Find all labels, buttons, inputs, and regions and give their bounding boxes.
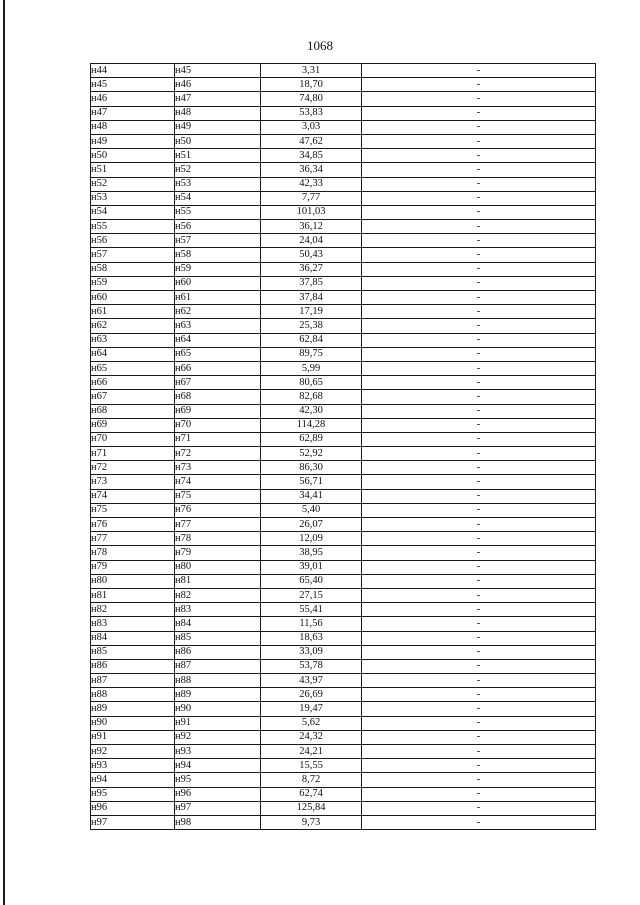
cell-distance: 3,03	[261, 120, 362, 134]
table-row	[91, 688, 596, 702]
table-row	[91, 291, 596, 305]
cell-distance: 34,41	[261, 489, 362, 503]
cell-extra: -	[362, 617, 596, 631]
cell-extra: -	[362, 177, 596, 191]
cell-point-from: н88	[91, 688, 175, 702]
cell-extra: -	[362, 134, 596, 148]
cell-point-from: н84	[91, 631, 175, 645]
cell-extra: -	[362, 759, 596, 773]
table-row	[91, 163, 596, 177]
cell-extra: -	[362, 461, 596, 475]
cell-distance: 52,92	[261, 447, 362, 461]
cell-distance: 50,43	[261, 248, 362, 262]
cell-distance: 24,32	[261, 730, 362, 744]
cell-point-from: н77	[91, 532, 175, 546]
table-row	[91, 134, 596, 148]
cell-point-to: н46	[175, 78, 261, 92]
table-row	[91, 461, 596, 475]
cell-point-to: н64	[175, 333, 261, 347]
cell-distance: 101,03	[261, 205, 362, 219]
table-row	[91, 376, 596, 390]
cell-extra: -	[362, 574, 596, 588]
cell-point-to: н74	[175, 475, 261, 489]
cell-point-from: н61	[91, 305, 175, 319]
cell-distance: 42,30	[261, 404, 362, 418]
cell-point-from: н72	[91, 461, 175, 475]
table-row	[91, 631, 596, 645]
cell-distance: 74,80	[261, 92, 362, 106]
cell-extra: -	[362, 702, 596, 716]
table-row	[91, 205, 596, 219]
cell-point-to: н75	[175, 489, 261, 503]
cell-distance: 33,09	[261, 645, 362, 659]
cell-point-to: н86	[175, 645, 261, 659]
cell-point-from: н58	[91, 262, 175, 276]
cell-extra: -	[362, 546, 596, 560]
cell-extra: -	[362, 432, 596, 446]
cell-point-from: н80	[91, 574, 175, 588]
cell-point-from: н56	[91, 234, 175, 248]
cell-point-from: н50	[91, 149, 175, 163]
cell-point-to: н63	[175, 319, 261, 333]
cell-distance: 26,69	[261, 688, 362, 702]
table-row	[91, 262, 596, 276]
cell-extra: -	[362, 361, 596, 375]
cell-point-from: н92	[91, 745, 175, 759]
cell-extra: -	[362, 745, 596, 759]
cell-point-to: н57	[175, 234, 261, 248]
table-body	[91, 64, 596, 830]
cell-point-to: н48	[175, 106, 261, 120]
cell-extra: -	[362, 220, 596, 234]
cell-point-from: н74	[91, 489, 175, 503]
cell-point-to: н65	[175, 347, 261, 361]
cell-point-to: н50	[175, 134, 261, 148]
cell-point-from: н73	[91, 475, 175, 489]
cell-point-to: н97	[175, 801, 261, 815]
table-row	[91, 659, 596, 673]
table-row	[91, 702, 596, 716]
cell-point-from: н82	[91, 603, 175, 617]
cell-extra: -	[362, 248, 596, 262]
cell-distance: 38,95	[261, 546, 362, 560]
table-row	[91, 149, 596, 163]
cell-point-from: н87	[91, 674, 175, 688]
table-row	[91, 503, 596, 517]
table-row	[91, 64, 596, 78]
cell-point-to: н85	[175, 631, 261, 645]
cell-point-from: н78	[91, 546, 175, 560]
cell-point-from: н97	[91, 815, 175, 829]
cell-point-from: н54	[91, 205, 175, 219]
cell-point-to: н92	[175, 730, 261, 744]
table-row	[91, 532, 596, 546]
cell-point-from: н46	[91, 92, 175, 106]
cell-point-to: н95	[175, 773, 261, 787]
cell-point-to: н70	[175, 418, 261, 432]
table-row	[91, 815, 596, 829]
cell-distance: 86,30	[261, 461, 362, 475]
cell-extra: -	[362, 787, 596, 801]
cell-point-to: н56	[175, 220, 261, 234]
table-row	[91, 234, 596, 248]
cell-point-from: н85	[91, 645, 175, 659]
cell-point-from: н81	[91, 588, 175, 602]
cell-distance: 89,75	[261, 347, 362, 361]
cell-distance: 27,15	[261, 588, 362, 602]
cell-extra: -	[362, 347, 596, 361]
page-number: 1068	[307, 38, 333, 53]
cell-extra: -	[362, 404, 596, 418]
cell-extra: -	[362, 234, 596, 248]
cell-point-from: н47	[91, 106, 175, 120]
cell-extra: -	[362, 815, 596, 829]
cell-distance: 62,74	[261, 787, 362, 801]
cell-distance: 9,73	[261, 815, 362, 829]
cell-distance: 114,28	[261, 418, 362, 432]
table-row	[91, 489, 596, 503]
cell-point-from: н66	[91, 376, 175, 390]
cell-distance: 18,70	[261, 78, 362, 92]
cell-extra: -	[362, 262, 596, 276]
cell-extra: -	[362, 319, 596, 333]
cell-distance: 37,85	[261, 276, 362, 290]
table-row	[91, 177, 596, 191]
cell-point-to: н87	[175, 659, 261, 673]
table-row	[91, 418, 596, 432]
cell-distance: 5,62	[261, 716, 362, 730]
cell-extra: -	[362, 659, 596, 673]
cell-extra: -	[362, 801, 596, 815]
cell-point-to: н94	[175, 759, 261, 773]
cell-point-from: н63	[91, 333, 175, 347]
cell-point-from: н67	[91, 390, 175, 404]
cell-point-from: н90	[91, 716, 175, 730]
cell-distance: 7,77	[261, 191, 362, 205]
cell-point-to: н49	[175, 120, 261, 134]
cell-point-to: н59	[175, 262, 261, 276]
cell-point-to: н55	[175, 205, 261, 219]
table-row	[91, 361, 596, 375]
cell-point-to: н82	[175, 588, 261, 602]
cell-point-from: н68	[91, 404, 175, 418]
cell-extra: -	[362, 64, 596, 78]
table-row	[91, 191, 596, 205]
cell-distance: 12,09	[261, 532, 362, 546]
page-left-border	[3, 0, 5, 905]
cell-extra: -	[362, 730, 596, 744]
cell-point-to: н90	[175, 702, 261, 716]
cell-point-from: н76	[91, 518, 175, 532]
table-row	[91, 319, 596, 333]
table-row	[91, 730, 596, 744]
cell-distance: 62,84	[261, 333, 362, 347]
cell-point-to: н88	[175, 674, 261, 688]
table-row	[91, 674, 596, 688]
cell-extra: -	[362, 276, 596, 290]
coordinates-table	[90, 63, 596, 830]
cell-extra: -	[362, 149, 596, 163]
cell-extra: -	[362, 631, 596, 645]
cell-distance: 11,56	[261, 617, 362, 631]
table-row	[91, 347, 596, 361]
cell-point-to: н79	[175, 546, 261, 560]
cell-point-from: н51	[91, 163, 175, 177]
cell-distance: 3,31	[261, 64, 362, 78]
table-row	[91, 390, 596, 404]
cell-extra: -	[362, 390, 596, 404]
table-row	[91, 801, 596, 815]
table-row	[91, 432, 596, 446]
cell-distance: 42,33	[261, 177, 362, 191]
cell-distance: 62,89	[261, 432, 362, 446]
cell-extra: -	[362, 78, 596, 92]
cell-point-to: н77	[175, 518, 261, 532]
cell-point-from: н94	[91, 773, 175, 787]
cell-distance: 8,72	[261, 773, 362, 787]
cell-point-from: н44	[91, 64, 175, 78]
cell-distance: 37,84	[261, 291, 362, 305]
table-row	[91, 404, 596, 418]
cell-point-to: н73	[175, 461, 261, 475]
cell-point-to: н45	[175, 64, 261, 78]
cell-point-from: н86	[91, 659, 175, 673]
cell-distance: 125,84	[261, 801, 362, 815]
table-row	[91, 773, 596, 787]
cell-point-to: н52	[175, 163, 261, 177]
cell-point-to: н89	[175, 688, 261, 702]
cell-point-to: н66	[175, 361, 261, 375]
cell-extra: -	[362, 106, 596, 120]
table-row	[91, 276, 596, 290]
cell-distance: 36,34	[261, 163, 362, 177]
cell-point-from: н71	[91, 447, 175, 461]
table-row	[91, 787, 596, 801]
cell-point-to: н53	[175, 177, 261, 191]
cell-point-from: н53	[91, 191, 175, 205]
cell-distance: 47,62	[261, 134, 362, 148]
table-row	[91, 220, 596, 234]
cell-extra: -	[362, 92, 596, 106]
cell-extra: -	[362, 120, 596, 134]
cell-distance: 18,63	[261, 631, 362, 645]
cell-distance: 17,19	[261, 305, 362, 319]
cell-distance: 24,04	[261, 234, 362, 248]
cell-point-from: н45	[91, 78, 175, 92]
cell-point-to: н93	[175, 745, 261, 759]
cell-extra: -	[362, 603, 596, 617]
cell-extra: -	[362, 205, 596, 219]
cell-extra: -	[362, 447, 596, 461]
table-row	[91, 78, 596, 92]
table-row	[91, 248, 596, 262]
cell-point-to: н91	[175, 716, 261, 730]
cell-point-to: н62	[175, 305, 261, 319]
cell-distance: 36,12	[261, 220, 362, 234]
cell-point-from: н60	[91, 291, 175, 305]
cell-extra: -	[362, 518, 596, 532]
cell-point-from: н48	[91, 120, 175, 134]
cell-point-from: н52	[91, 177, 175, 191]
cell-distance: 65,40	[261, 574, 362, 588]
cell-point-to: н54	[175, 191, 261, 205]
cell-distance: 80,65	[261, 376, 362, 390]
cell-distance: 24,21	[261, 745, 362, 759]
cell-point-to: н58	[175, 248, 261, 262]
cell-point-to: н61	[175, 291, 261, 305]
cell-extra: -	[362, 532, 596, 546]
table-row	[91, 745, 596, 759]
cell-extra: -	[362, 333, 596, 347]
cell-point-to: н67	[175, 376, 261, 390]
cell-point-from: н65	[91, 361, 175, 375]
table-row	[91, 120, 596, 134]
cell-extra: -	[362, 503, 596, 517]
cell-extra: -	[362, 418, 596, 432]
table-row	[91, 560, 596, 574]
cell-point-from: н89	[91, 702, 175, 716]
table-row	[91, 617, 596, 631]
cell-point-to: н80	[175, 560, 261, 574]
cell-point-from: н96	[91, 801, 175, 815]
table-row	[91, 475, 596, 489]
cell-distance: 25,38	[261, 319, 362, 333]
cell-point-from: н69	[91, 418, 175, 432]
table-row	[91, 518, 596, 532]
cell-extra: -	[362, 475, 596, 489]
table-row	[91, 759, 596, 773]
table-row	[91, 333, 596, 347]
cell-distance: 82,68	[261, 390, 362, 404]
table-row	[91, 106, 596, 120]
table-row	[91, 716, 596, 730]
cell-extra: -	[362, 588, 596, 602]
cell-point-to: н69	[175, 404, 261, 418]
cell-distance: 56,71	[261, 475, 362, 489]
cell-distance: 53,78	[261, 659, 362, 673]
cell-distance: 53,83	[261, 106, 362, 120]
cell-point-from: н75	[91, 503, 175, 517]
cell-point-to: н96	[175, 787, 261, 801]
cell-point-to: н84	[175, 617, 261, 631]
cell-point-to: н76	[175, 503, 261, 517]
cell-extra: -	[362, 291, 596, 305]
cell-point-from: н49	[91, 134, 175, 148]
cell-distance: 5,99	[261, 361, 362, 375]
cell-distance: 26,07	[261, 518, 362, 532]
cell-point-to: н83	[175, 603, 261, 617]
cell-point-from: н95	[91, 787, 175, 801]
cell-point-from: н79	[91, 560, 175, 574]
cell-distance: 36,27	[261, 262, 362, 276]
cell-point-to: н60	[175, 276, 261, 290]
cell-extra: -	[362, 163, 596, 177]
cell-extra: -	[362, 645, 596, 659]
cell-extra: -	[362, 376, 596, 390]
cell-extra: -	[362, 674, 596, 688]
table-row	[91, 92, 596, 106]
cell-point-to: н47	[175, 92, 261, 106]
cell-point-to: н81	[175, 574, 261, 588]
cell-point-to: н51	[175, 149, 261, 163]
table-row	[91, 588, 596, 602]
table-row	[91, 603, 596, 617]
cell-point-from: н62	[91, 319, 175, 333]
cell-extra: -	[362, 305, 596, 319]
cell-point-to: н68	[175, 390, 261, 404]
table-row	[91, 574, 596, 588]
cell-point-to: н98	[175, 815, 261, 829]
cell-point-from: н59	[91, 276, 175, 290]
table-row	[91, 447, 596, 461]
table-row	[91, 305, 596, 319]
cell-point-from: н57	[91, 248, 175, 262]
cell-distance: 43,97	[261, 674, 362, 688]
cell-distance: 19,47	[261, 702, 362, 716]
cell-point-to: н72	[175, 447, 261, 461]
cell-distance: 5,40	[261, 503, 362, 517]
cell-point-from: н55	[91, 220, 175, 234]
table-row	[91, 546, 596, 560]
cell-point-from: н64	[91, 347, 175, 361]
cell-point-from: н93	[91, 759, 175, 773]
cell-extra: -	[362, 191, 596, 205]
cell-point-from: н91	[91, 730, 175, 744]
cell-extra: -	[362, 716, 596, 730]
cell-point-from: н70	[91, 432, 175, 446]
cell-extra: -	[362, 560, 596, 574]
table-row	[91, 645, 596, 659]
cell-distance: 39,01	[261, 560, 362, 574]
cell-point-to: н78	[175, 532, 261, 546]
cell-point-from: н83	[91, 617, 175, 631]
cell-extra: -	[362, 688, 596, 702]
cell-distance: 34,85	[261, 149, 362, 163]
cell-distance: 15,55	[261, 759, 362, 773]
cell-extra: -	[362, 489, 596, 503]
cell-extra: -	[362, 773, 596, 787]
cell-distance: 55,41	[261, 603, 362, 617]
cell-point-to: н71	[175, 432, 261, 446]
